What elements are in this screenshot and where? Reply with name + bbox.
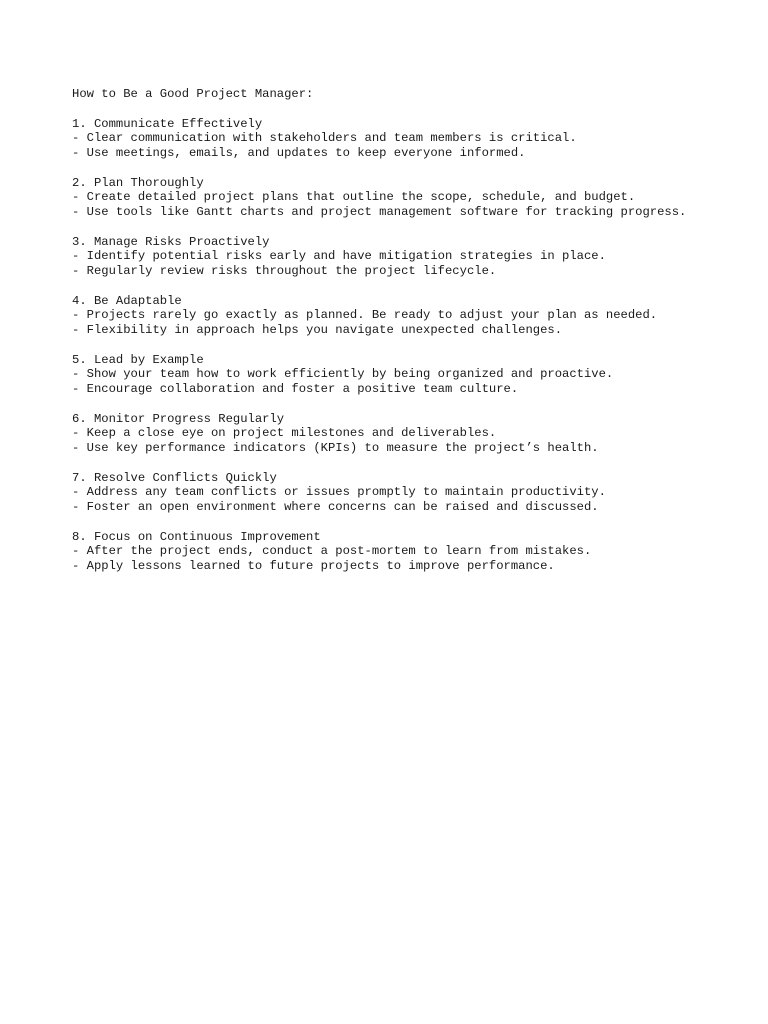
section-heading: 3. Manage Risks Proactively xyxy=(72,234,270,249)
bullet-item: - Flexibility in approach helps you navigate unexpected challenges. xyxy=(72,323,563,337)
document-page xyxy=(72,87,692,574)
bullet-item: - Apply lessons learned to future projects to improve performance. xyxy=(72,559,555,573)
bullet-item: - Clear communication with stakeholders and team members is critical. xyxy=(72,131,577,146)
section-continuous-improvement xyxy=(72,530,692,574)
bullet-item: - Keep a close eye on project milestones and deliverables. xyxy=(72,426,497,441)
bullet-item: - Address any team conflicts or issues promptly to maintain productivity. xyxy=(72,485,606,500)
section-heading: 2. Plan Thoroughly xyxy=(72,175,204,190)
document-title: How to Be a Good Project Manager: xyxy=(72,87,314,101)
section-manage-risks xyxy=(72,235,692,279)
bullet-item: - Use tools like Gantt charts and project management software for tracking progress. xyxy=(72,205,687,219)
bullet-item: - After the project ends, conduct a post-mortem to learn from mistakes. xyxy=(72,544,592,559)
bullet-item: - Projects rarely go exactly as planned. Be ready to adjust your plan as needed. xyxy=(72,308,658,323)
section-resolve-conflicts xyxy=(72,471,692,515)
section-lead-by-example xyxy=(72,353,692,397)
bullet-item: - Show your team how to work efficiently by being organized and proactive. xyxy=(72,367,614,382)
section-heading: 1. Communicate Effectively xyxy=(72,116,263,131)
section-heading: 6. Monitor Progress Regularly xyxy=(72,411,285,426)
section-communicate-effectively xyxy=(72,117,692,161)
section-monitor-progress xyxy=(72,412,692,456)
bullet-item: - Encourage collaboration and foster a positive team culture. xyxy=(72,382,519,396)
bullet-item: - Regularly review risks throughout the project lifecycle. xyxy=(72,264,497,278)
section-heading: 4. Be Adaptable xyxy=(72,293,182,308)
section-plan-thoroughly xyxy=(72,176,692,220)
bullet-item: - Identify potential risks early and have mitigation strategies in place. xyxy=(72,249,606,264)
bullet-item: - Use key performance indicators (KPIs) to measure the project’s health. xyxy=(72,441,599,455)
section-heading: 8. Focus on Continuous Improvement xyxy=(72,529,321,544)
bullet-item: - Use meetings, emails, and updates to keep everyone informed. xyxy=(72,146,526,160)
bullet-item: - Create detailed project plans that outline the scope, schedule, and budget. xyxy=(72,190,636,205)
bullet-item: - Foster an open environment where concerns can be raised and discussed. xyxy=(72,500,599,514)
section-heading: 7. Resolve Conflicts Quickly xyxy=(72,470,277,485)
section-be-adaptable xyxy=(72,294,692,338)
section-heading: 5. Lead by Example xyxy=(72,352,204,367)
